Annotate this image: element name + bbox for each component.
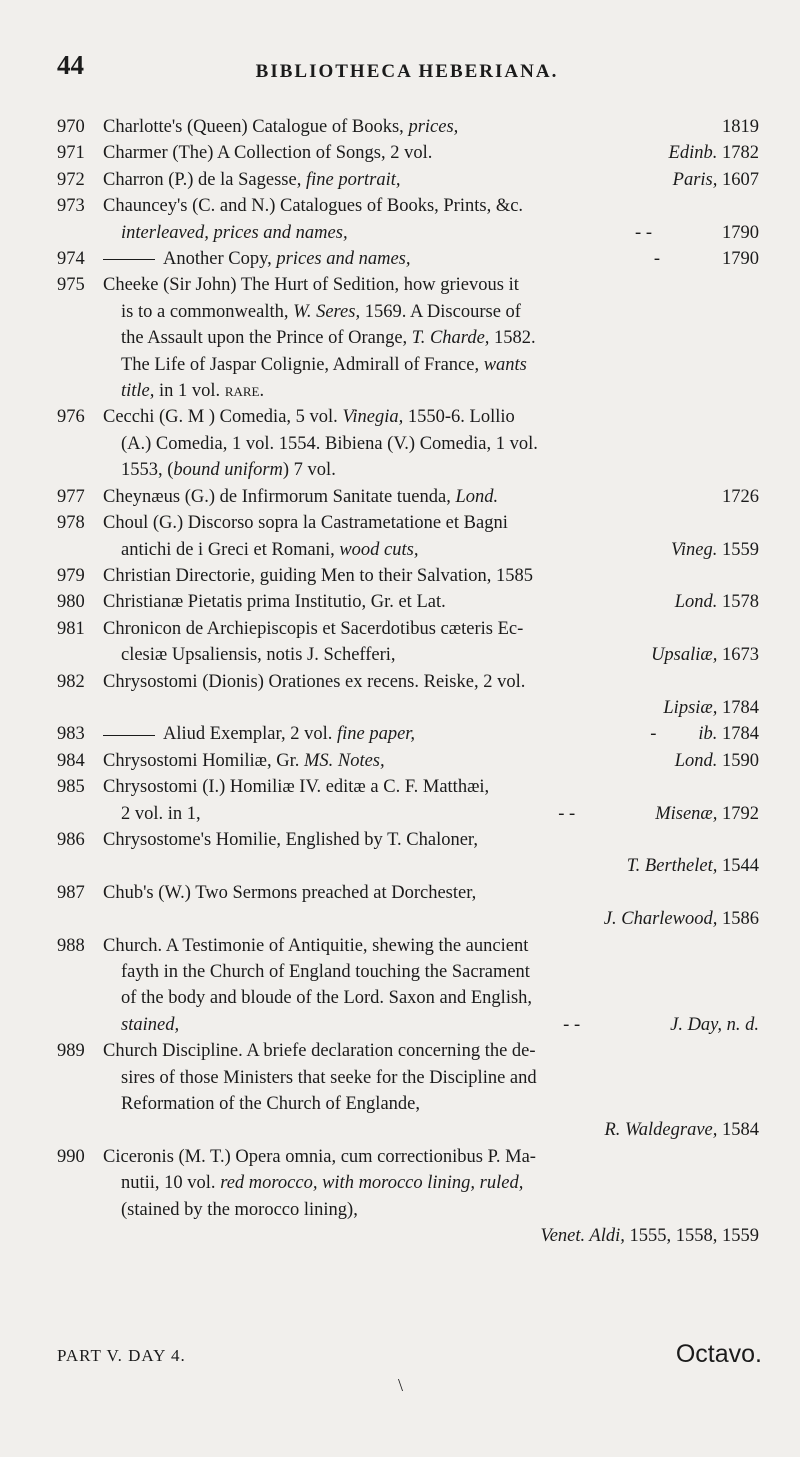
entry-973 bbox=[57, 193, 759, 246]
format-label: Octavo. bbox=[675, 1340, 762, 1368]
entry-line: is to a commonwealth, W. Seres, 1569. A Discourse of bbox=[121, 301, 521, 322]
entry-line: 2 vol. in 1, - - Misenæ, 1792 bbox=[121, 803, 759, 824]
entry-986 bbox=[57, 827, 759, 880]
entry-line: The Life of Jaspar Colignie, Admirall of France, wants bbox=[121, 354, 527, 375]
entry-line: Charmer (The) A Collection of Songs, 2 vol. Edinb. 1782 bbox=[103, 143, 759, 164]
entry-line: Cheynæus (G.) de Infirmorum Sanitate tuenda, Lond. 1726 bbox=[103, 486, 759, 507]
entry-number: 974 bbox=[57, 249, 85, 270]
entry-line: Chauncey's (C. and N.) Catalogues of Books, Prints, &c. bbox=[103, 196, 524, 217]
entry-979 bbox=[57, 563, 759, 589]
entry-line: Venet. Aldi, 1555, 1558, 1559 bbox=[540, 1226, 759, 1247]
entry-number: 990 bbox=[57, 1146, 85, 1167]
entry-981 bbox=[57, 616, 759, 669]
entry-972 bbox=[57, 167, 759, 193]
entry-984 bbox=[57, 748, 759, 774]
entry-line: of the body and bloude of the Lord. Saxon and English, bbox=[121, 988, 533, 1009]
entry-989 bbox=[57, 1038, 759, 1144]
entry-number: 979 bbox=[57, 565, 85, 586]
entry-line: fayth in the Church of England touching the Sacrament bbox=[121, 962, 530, 982]
entry-number: 989 bbox=[57, 1041, 85, 1062]
entry-line: Chrysostome's Homilie, Englished by T. Chaloner, bbox=[103, 829, 478, 850]
entry-980 bbox=[57, 589, 759, 615]
entry-line: Charlotte's (Queen) Catalogue of Books, prices, 1819 bbox=[103, 117, 759, 137]
entry-987 bbox=[57, 880, 759, 933]
ditto-dash bbox=[103, 735, 155, 736]
entry-number: 982 bbox=[57, 671, 85, 692]
entry-line: Another Copy, prices and names, - 1790 bbox=[57, 246, 759, 272]
entry-line: T. Berthelet, 1544 bbox=[626, 856, 759, 877]
entry-line: Church Discipline. A briefe declaration concerning the de- bbox=[103, 1041, 536, 1062]
entry-line: Aliud Exemplar, 2 vol. fine paper, - ib. 1784 bbox=[57, 721, 759, 747]
entry-978 bbox=[57, 510, 759, 563]
entry-line: nutii, 10 vol. red morocco, with morocco lining, ruled, bbox=[121, 1173, 524, 1194]
entry-number: 983 bbox=[57, 724, 85, 745]
entry-line: (stained by the morocco lining), bbox=[121, 1199, 358, 1220]
entry-988 bbox=[57, 933, 759, 1039]
entry-number: 980 bbox=[57, 592, 85, 613]
entry-number: 978 bbox=[57, 513, 85, 534]
entry-line: stained, - - J. Day, n. d. bbox=[121, 1014, 759, 1035]
entry-line: Cecchi (G. M ) Comedia, 5 vol. Vinegia, 1550-6. Lollio bbox=[103, 407, 515, 428]
entry-line: Chub's (W.) Two Sermons preached at Dorchester, bbox=[103, 882, 477, 903]
entry-line: title, in 1 vol. rare. bbox=[121, 381, 265, 402]
entry-line: Christianæ Pietatis prima Institutio, Gr. et Lat. Lond. 1578 bbox=[103, 592, 759, 613]
entry-line: clesiæ Upsaliensis, notis J. Schefferi, Upsaliæ, 1673 bbox=[121, 645, 759, 666]
entry-977 bbox=[57, 484, 759, 510]
entry-line: Chrysostomi (I.) Homiliæ IV. editæ a C. F. Matthæi, bbox=[103, 777, 490, 798]
entry-990 bbox=[57, 1144, 759, 1250]
entry-number: 977 bbox=[57, 486, 85, 507]
entry-982 bbox=[57, 669, 759, 722]
entry-line: Cheeke (Sir John) The Hurt of Sedition, how grievous it bbox=[103, 275, 519, 296]
entry-line: Charron (P.) de la Sagesse, fine portrait, Paris, 1607 bbox=[103, 169, 759, 190]
entry-line: Reformation of the Church of Englande, bbox=[121, 1094, 420, 1115]
entry-line: 1553, (bound uniform) 7 vol. bbox=[121, 460, 336, 481]
entry-line: the Assault upon the Prince of Orange, T. Charde, 1582. bbox=[121, 328, 536, 349]
entry-976 bbox=[57, 404, 759, 483]
entry-number: 971 bbox=[57, 143, 85, 164]
entry-number: 986 bbox=[57, 829, 85, 850]
entry-970 bbox=[57, 114, 759, 140]
entry-line: Choul (G.) Discorso sopra la Castrametatione et Bagni bbox=[103, 513, 508, 534]
entry-975 bbox=[57, 272, 759, 404]
entry-line: Chrysostomi Homiliæ, Gr. MS. Notes, Lond. 1590 bbox=[103, 750, 759, 771]
entry-line: Church. A Testimonie of Antiquitie, shewing the auncient bbox=[103, 935, 529, 956]
entry-line: sires of those Ministers that seeke for the Discipline and bbox=[121, 1067, 537, 1088]
entry-line: (A.) Comedia, 1 vol. 1554. Bibiena (V.) Comedia, 1 vol. bbox=[121, 433, 538, 454]
entry-line: J. Charlewood, 1586 bbox=[603, 909, 759, 930]
entry-line: Chronicon de Archiepiscopis et Sacerdotibus cæteris Ec- bbox=[103, 618, 524, 639]
page-number: 44 bbox=[57, 50, 84, 80]
entry-line: Lipsiæ, 1784 bbox=[663, 697, 759, 718]
signature-mark: PART V. DAY 4. bbox=[57, 1346, 186, 1365]
entry-985 bbox=[57, 774, 759, 827]
entry-983 bbox=[57, 721, 759, 747]
entry-number: 985 bbox=[57, 777, 85, 798]
entry-line: Chrysostomi (Dionis) Orationes ex recens. Reiske, 2 vol. bbox=[103, 671, 526, 692]
entry-line: R. Waldegrave, 1584 bbox=[604, 1120, 759, 1141]
entry-971 bbox=[57, 140, 759, 166]
entry-line: Ciceronis (M. T.) Opera omnia, cum correctionibus P. Ma- bbox=[103, 1146, 536, 1167]
entry-number: 970 bbox=[57, 117, 85, 137]
entry-number: 972 bbox=[57, 169, 85, 190]
entry-974 bbox=[57, 246, 759, 272]
page-footer bbox=[57, 1340, 762, 1380]
entry-line: antichi de i Greci et Romani, wood cuts, Vineg. 1559 bbox=[121, 539, 759, 560]
printer-mark: \ bbox=[398, 1375, 404, 1395]
page-header bbox=[57, 50, 757, 90]
catalogue-entries bbox=[57, 114, 759, 1249]
entry-number: 976 bbox=[57, 407, 85, 428]
running-title: BIBLIOTHECA HEBERIANA. bbox=[255, 61, 559, 82]
entry-number: 987 bbox=[57, 882, 85, 903]
entry-line: interleaved, prices and names, - - 1790 bbox=[121, 222, 759, 243]
entry-number: 975 bbox=[57, 275, 85, 296]
entry-number: 984 bbox=[57, 750, 85, 771]
entry-number: 988 bbox=[57, 935, 85, 956]
entry-line: Christian Directorie, guiding Men to their Salvation, 1585 bbox=[103, 565, 534, 586]
entry-number: 981 bbox=[57, 618, 85, 639]
entry-number: 973 bbox=[57, 196, 85, 217]
ditto-dash bbox=[103, 259, 155, 260]
